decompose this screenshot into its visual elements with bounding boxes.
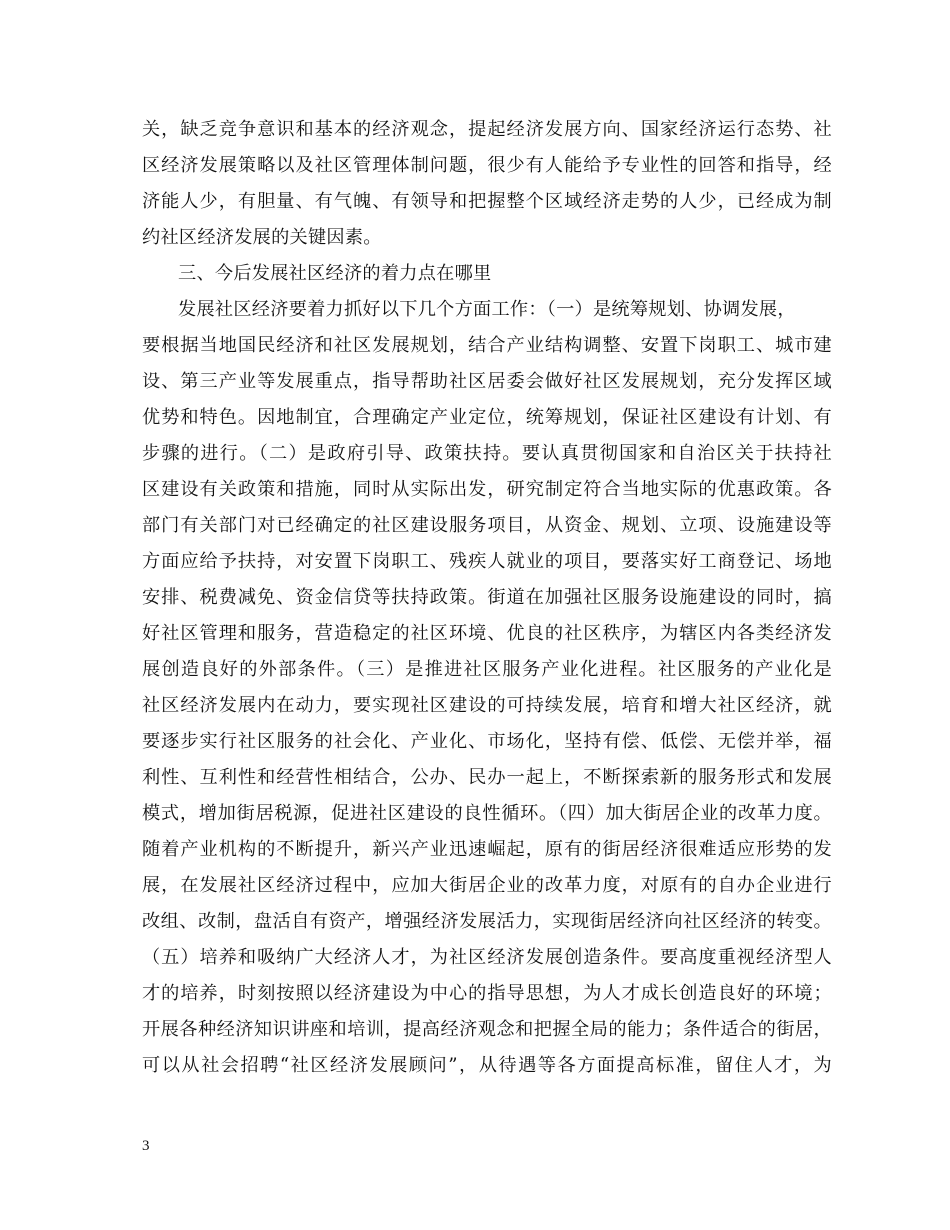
section-heading: 三、今后发展社区经济的着力点在哪里 [178,263,492,284]
text-line: 利性、互利性和经营性相结合，公办、民办一起上，不断探索新的服务形式和发展 [142,767,832,788]
text-line: 开展各种经济知识讲座和培训，提高经济观念和把握全局的能力；条件适合的街居， [142,1019,832,1040]
text-line: 随着产业机构的不断提升，新兴产业迅速崛起，原有的街居经济很难适应形势的发 [142,839,832,860]
page-number: 3 [142,1138,150,1154]
text-line: 设、第三产业等发展重点，指导帮助社区居委会做好社区发展规划，充分发挥区域 [142,371,832,392]
text-line: 模式，增加街居税源，促进社区建设的良性循环。（四）加大街居企业的改革力度。 [142,803,832,824]
text-line: 展创造良好的外部条件。（三）是推进社区服务产业化进程。社区服务的产业化是 [142,659,832,680]
text-line: 社区经济发展内在动力，要实现社区建设的可持续发展，培育和增大社区经济，就 [142,695,832,716]
text-line: 优势和特色。因地制宜，合理确定产业定位，统筹规划，保证社区建设有计划、有 [142,407,832,428]
text-line: 区建设有关政策和措施，同时从实际出发，研究制定符合当地实际的优惠政策。各 [142,479,832,500]
text-line: 发展社区经济要着力抓好以下几个方面工作：（一）是统筹规划、协调发展， [178,299,796,320]
text-line: 济能人少，有胆量、有气魄、有领导和把握整个区域经济走势的人少，已经成为制 [142,191,832,212]
text-line: 要逐步实行社区服务的社会化、产业化、市场化，坚持有偿、低偿、无偿并举，福 [142,731,832,752]
text-line: 部门有关部门对已经确定的社区建设服务项目，从资金、规划、立项、设施建设等 [142,515,832,536]
text-line: 可以从社会招聘“社区经济发展顾问”，从待遇等各方面提高标准，留住人才，为 [142,1055,832,1076]
text-line: 关，缺乏竞争意识和基本的经济观念，提起经济发展方向、国家经济运行态势、社 [142,119,832,140]
text-line: 展，在发展社区经济过程中，应加大街居企业的改革力度，对原有的自办企业进行 [142,875,832,896]
text-line: 要根据当地国民经济和社区发展规划，结合产业结构调整、安置下岗职工、城市建 [142,335,832,356]
text-line: 步骤的进行。（二）是政府引导、政策扶持。要认真贯彻国家和自治区关于扶持社 [142,443,832,464]
text-line: 方面应给予扶持，对安置下岗职工、残疾人就业的项目，要落实好工商登记、场地 [142,551,832,572]
text-line: 才的培养，时刻按照以经济建设为中心的指导思想，为人才成长创造良好的环境； [142,983,832,1004]
text-line: 安排、税费减免、资金信贷等扶持政策。街道在加强社区服务设施建设的同时，搞 [142,587,832,608]
text-line: （五）培养和吸纳广大经济人才，为社区经济发展创造条件。要高度重视经济型人 [142,947,832,968]
text-line: 好社区管理和服务，营造稳定的社区环境、优良的社区秩序，为辖区内各类经济发 [142,623,832,644]
text-line: 约社区经济发展的关键因素。 [142,227,382,248]
text-line: 区经济发展策略以及社区管理体制问题，很少有人能给予专业性的回答和指导，经 [142,155,832,176]
text-line: 改组、改制，盘活自有资产，增强经济发展活力，实现街居经济向社区经济的转变。 [142,911,832,932]
